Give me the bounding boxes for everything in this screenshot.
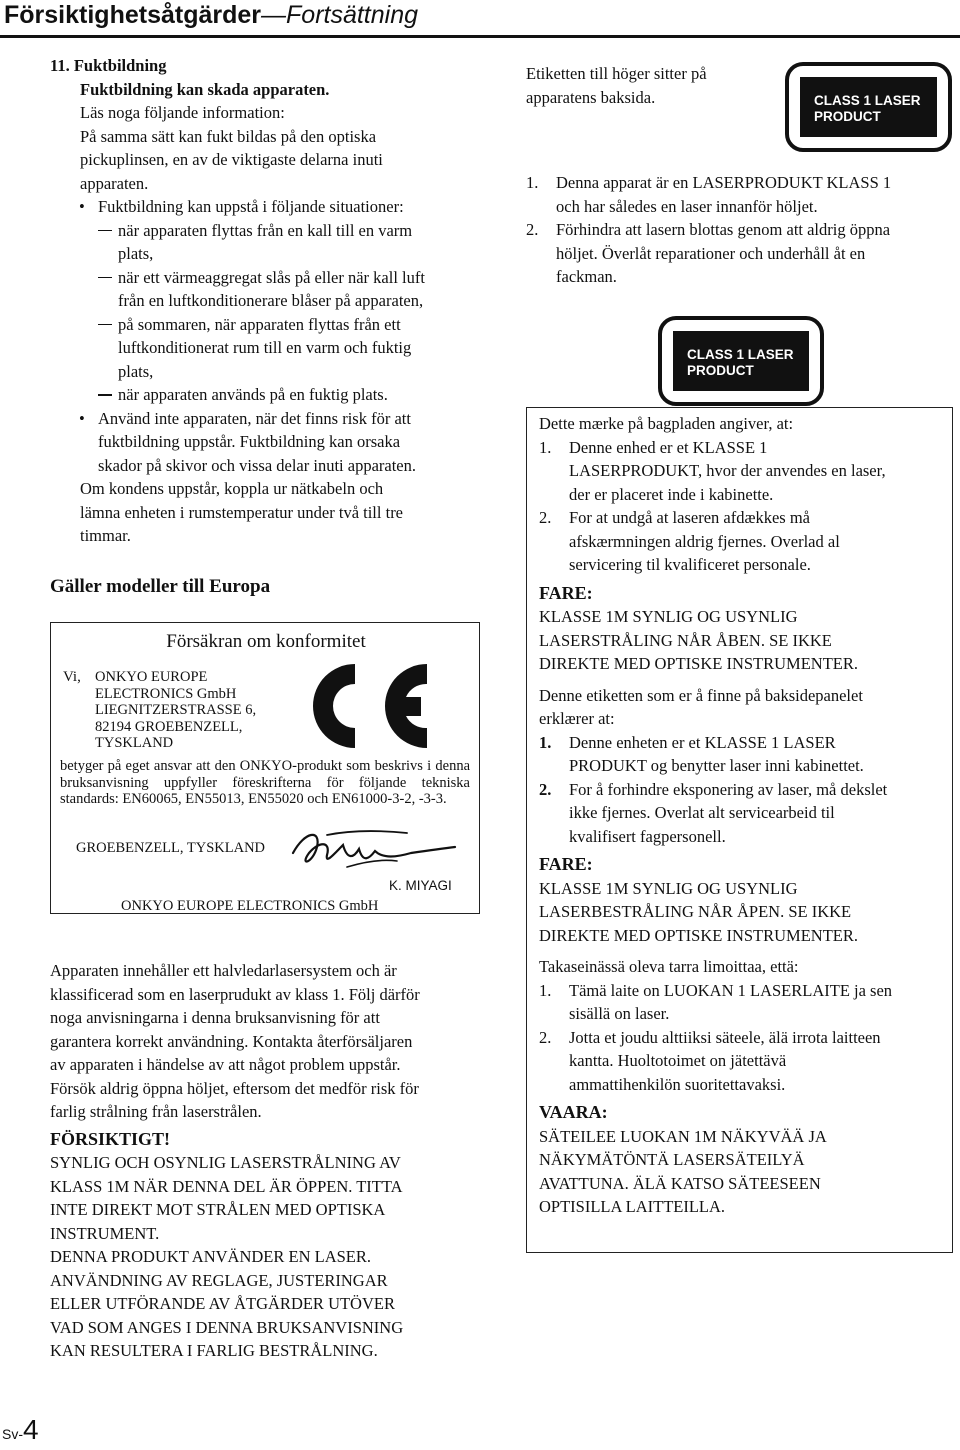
swedish-laser-list	[526, 171, 951, 289]
outro-line: Om kondens uppstår, koppla ur nätkabeln och	[80, 479, 384, 498]
bullet-line: skador på skivor och vissa delar inuti apparaten.	[98, 455, 416, 475]
list-item	[539, 778, 944, 849]
header-rule	[0, 35, 960, 38]
item-line: For å forhindre eksponering av laser, må dekslet	[569, 779, 888, 799]
laser-label-line: CLASS 1 LASER	[687, 347, 794, 362]
intro-line: Läs noga följande information:	[80, 103, 285, 122]
list-item	[539, 436, 944, 507]
finnish-intro: Takaseinässä oleva tarra limoittaa, että:	[539, 957, 799, 976]
intro-line: apparaten.	[80, 173, 149, 193]
ce-mark-icon	[305, 657, 437, 755]
item-line: der er placeret inde i kabinette.	[569, 484, 774, 504]
warning-line: AVATTUNA. ÄLÄ KATSO SÄTEESEEN	[539, 1173, 821, 1193]
warning-line: SÄTEILEE LUOKAN 1M NÄKYVÄÄ JA	[539, 1126, 827, 1146]
declaration-place: GROEBENZELL, TYSKLAND	[76, 840, 266, 856]
caution-line: DENNA PRODUKT ANVÄNDER EN LASER.	[50, 1247, 372, 1266]
title-main: Försiktighetsåtgärder	[4, 1, 262, 29]
caution-line: KAN RESULTERA I FARLIG BESTRÅLNING.	[50, 1341, 378, 1360]
item-line: Tämä laite on LUOKAN 1 LASERLAITE ja sen	[569, 980, 893, 1000]
signature-icon	[287, 823, 459, 877]
address-line: TYSKLAND	[95, 735, 174, 751]
europe-title: Gäller modeller till Europa	[50, 576, 271, 597]
caption-line: apparatens baksida.	[526, 87, 656, 107]
caution-line: INSTRUMENT.	[50, 1223, 160, 1243]
caution-line: SYNLIG OCH OSYNLIG LASERSTRÅLNING AV	[50, 1153, 401, 1172]
norwegian-warning-title: FARE:	[539, 854, 593, 874]
item-line: Denne enheten er et KLASSE 1 LASER	[569, 732, 836, 752]
item-line: Denne enhed er et KLASSE 1	[569, 437, 768, 457]
caution-line: ANVÄNDNING AV REGLAGE, JUSTERINGAR	[50, 1270, 388, 1290]
caution-line: KLASS 1M NÄR DENNA DEL ÄR ÖPPEN. TITTA	[50, 1176, 403, 1196]
warning-line: NÄKYMÄTÖNTÄ LASERSÄTEILYÄ	[539, 1150, 805, 1169]
laser-class-label	[658, 316, 824, 406]
warning-line: DIREKTE MED OPTISKE INSTRUMENTER.	[539, 654, 858, 673]
item-number: 1.	[539, 980, 552, 1000]
para-line: farlig strålning från laserstrålen.	[50, 1102, 262, 1121]
item-line: Förhindra att lasern blottas genom att aldrig öppna	[556, 220, 891, 239]
declaration-signer: K. MIYAGI	[389, 878, 452, 893]
dash-item	[50, 383, 480, 407]
page-title	[4, 0, 418, 32]
bullet-item	[50, 407, 480, 478]
declaration-company: ONKYO EUROPE ELECTRONICS GmbH	[121, 898, 379, 914]
laser-label-inner	[673, 331, 809, 391]
declaration-title: Försäkran om konformitet	[166, 631, 366, 652]
item-line: LASERPRODUKT, hvor der anvendes en laser,	[569, 461, 886, 480]
bullet-line: • Använd inte apparaten, när det finns risk för att	[98, 408, 411, 428]
nordic-warnings-box	[526, 407, 953, 1253]
finnish-warning-title: VAARA:	[539, 1102, 608, 1122]
para-line: Apparaten innehåller ett halvledarlasersystem och är	[50, 961, 397, 980]
laser-label-line: CLASS 1 LASER	[814, 93, 921, 108]
item-line: For at undgå at laseren afdækkes må	[569, 508, 811, 527]
declaration-address	[95, 669, 256, 752]
address-line: ELECTRONICS GmbH	[95, 685, 237, 702]
laser-class-label	[785, 62, 952, 152]
item-line: ikke fjernes. Overlat alt servicearbeid til	[569, 803, 835, 822]
outro-line: lämna enheten i rumstemperatur under två till tre	[80, 502, 404, 522]
para-line: klassificerad som en laserprudukt av klass 1. Följ därför	[50, 984, 420, 1004]
warning-line: KLASSE 1M SYNLIG OG USYNLIG	[539, 878, 798, 898]
page-number	[2, 1414, 39, 1447]
dash-item	[50, 219, 480, 266]
item-line: ammattihenkilön suoritettavaksi.	[569, 1074, 786, 1094]
address-line: ONKYO EUROPE	[95, 669, 208, 685]
item-line: servicering til kvalificeret personale.	[569, 555, 811, 574]
nordic-warnings-content	[539, 412, 944, 1219]
list-item	[526, 171, 951, 218]
warning-line: OPTISILLA LAITTEILLA.	[539, 1197, 726, 1216]
item-line: Denna apparat är en LASERPRODUKT KLASS 1	[556, 173, 892, 192]
list-item	[526, 218, 951, 289]
address-line: LIEGNITZERSTRASSE 6,	[95, 702, 257, 718]
dash-line: när apparaten används på en fuktig plats.	[118, 385, 388, 404]
section-title: 11. Fuktbildning	[50, 56, 167, 75]
caution-line: VAD SOM ANGES I DENNA BRUKSANVISNING	[50, 1317, 404, 1337]
danish-warning-title: FARE:	[539, 582, 593, 603]
moisture-warning: Fuktbildning kan skada apparaten.	[80, 79, 330, 99]
list-item	[539, 979, 944, 1026]
item-line: afskærmningen aldrig fjernes. Overlad al	[569, 531, 840, 551]
dash-line: plats,	[118, 361, 154, 381]
declaration-body: betyger på eget ansvar att den ONKYO-produkt som beskrivs i denna bruksanvisning uppfyller föreskrifterna för följande tekniska standards: EN60065, EN55013, EN55020 och EN61000-3-2, -3-3.	[60, 758, 470, 807]
para-line: Försök aldrig öppna höljet, eftersom det medför risk för	[50, 1078, 419, 1098]
caution-line: ELLER UTFÖRANDE AV ÅTGÄRDER UTÖVER	[50, 1294, 395, 1313]
item-number: 1.	[539, 732, 552, 752]
item-line: sisällä on laser.	[569, 1004, 670, 1023]
warning-line: DIREKTE MED OPTISKE INSTRUMENTER.	[539, 925, 858, 945]
laser-label-inner	[800, 77, 937, 137]
warning-line: KLASSE 1M SYNLIG OG USYNLIG	[539, 607, 798, 626]
warning-line: LASERSTRÅLING NÅR ÅBEN. SE IKKE	[539, 630, 832, 650]
label-caption	[526, 62, 776, 109]
danish-intro: Dette mærke på bagpladen angiver, at:	[539, 414, 794, 433]
caution-line: INTE DIREKT MOT STRÅLEN MED OPTISKA	[50, 1200, 386, 1219]
item-line: höljet. Överlåt reparationer och underhåll åt en	[556, 243, 866, 263]
page-header	[0, 0, 960, 38]
dash-item	[50, 266, 480, 313]
item-number: 2.	[539, 1027, 552, 1047]
item-line: Jotta et joudu alttiiksi säteele, älä irrota laitteen	[569, 1027, 881, 1047]
moisture-section	[50, 54, 480, 548]
item-line: PRODUKT og benytter laser inni kabinettet.	[569, 756, 864, 775]
dash-line: när ett värmeaggregat slås på eller när kall luft	[118, 267, 425, 287]
laser-label-line: PRODUCT	[814, 109, 881, 124]
item-number: 2.	[526, 220, 539, 239]
declaration-box	[50, 622, 480, 914]
intro-line: pickuplinsen, en av de viktigaste delarna inuti	[80, 150, 383, 169]
warning-line: LASERBESTRÅLING NÅR ÅPEN. SE IKKE	[539, 902, 852, 921]
item-line: och har således en laser innanför höljet.	[556, 196, 818, 216]
intro-line: På samma sätt kan fukt bildas på den optiska	[80, 126, 377, 146]
page-prefix: Sv-	[2, 1426, 23, 1442]
item-line: kvalifisert fagpersonell.	[569, 826, 726, 846]
title-continuation: —Fortsättning	[261, 1, 419, 29]
dash-line: luftkonditionerat rum till en varm och fuktig	[118, 338, 412, 357]
bullet-item: • Fuktbildning kan uppstå i följande situationer:	[50, 195, 480, 219]
list-item	[539, 731, 944, 778]
norwegian-intro: erklærer at:	[539, 709, 615, 728]
para-line: noga anvisningarna i denna bruksanvisning för att	[50, 1008, 380, 1027]
list-item	[539, 1026, 944, 1097]
bullet-line: fuktbildning uppstår. Fuktbildning kan orsaka	[98, 432, 401, 451]
para-line: av apparaten i händelse av att något problem uppstår.	[50, 1055, 401, 1074]
item-number: 1.	[539, 437, 552, 457]
caption-line: Etiketten till höger sitter på	[526, 64, 707, 83]
dash-line: från en luftkonditionerare blåser på apparaten,	[118, 291, 424, 310]
item-line: kantta. Huoltotoimet on jätettävä	[569, 1051, 787, 1070]
list-item	[539, 506, 944, 577]
laser-label-line: PRODUCT	[687, 363, 754, 378]
para-line: garantera korrekt användning. Kontakta återförsäljaren	[50, 1031, 413, 1051]
dash-item	[50, 313, 480, 384]
dash-line: på sommaren, när apparaten flyttas från ett	[118, 314, 401, 334]
item-number: 1.	[526, 173, 539, 192]
dash-line: när apparaten flyttas från en kall till en varm	[118, 220, 413, 240]
dash-line: plats,	[118, 244, 154, 263]
laser-info-section	[50, 959, 480, 1363]
address-line: 82194 GROEBENZELL,	[95, 718, 243, 735]
outro-line: timmar.	[80, 526, 131, 545]
declaration-vi: Vi,	[63, 669, 81, 685]
norwegian-intro: Denne etiketten som er å finne på baksidepanelet	[539, 685, 863, 705]
item-line: fackman.	[556, 267, 617, 286]
page-num-value: 4	[23, 1414, 39, 1445]
caution-title: FÖRSIKTIGT!	[50, 1128, 171, 1149]
item-number: 2.	[539, 508, 552, 527]
item-number: 2.	[539, 779, 552, 799]
